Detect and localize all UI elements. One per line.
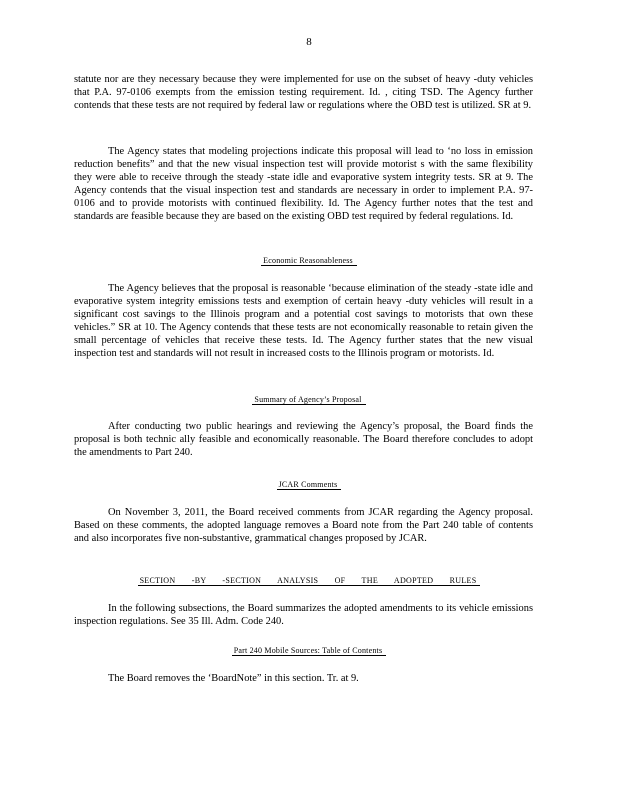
heading-part-240 [0,646,618,656]
heading-economic-reasonableness-text: Economic Reasonableness [261,256,357,266]
paragraph-modeling-projections: The Agency states that modeling projections indicate this proposal will lead to ‘no loss in emission reduction benefits” and that the new visual inspection test will provide motorist s with the same flexibility they were able to receive through the steady -state idle and evaporative system integrity tests. SR at 9. The Agency contends that the visual inspection test and standards are necessary in order to implement P.A. 97-0106 and to provide motorists with continued flexibility. Id. The Agency further notes that the test and standards are feasible because they are based on the existing OBD test required by federal regulations. Id. [74,146,533,223]
heading-jcar-comments [0,480,618,490]
paragraph-agency-believes: The Agency believes that the proposal is reasonable ‘because elimination of the steady -state idle and evaporative system integrity emissions tests and exemption of certain heavy -duty vehicles will result in a significant cost savings to the Illinois program and a potential cost savings to motorists that own these vehicles.” SR at 10. The Agency contends that these tests are not economically reasonable to retain given the small percentage of vehicles that receive these tests. Id. The Agency further states that the new visual inspection test and standards will not result in increased costs to the Illinois program or motorists. Id. [74,283,533,360]
heading-jcar-comments-text: JCAR Comments [277,480,342,490]
paragraph-tests-not-necessary: statute nor are they necessary because they were implemented for use on the subset of heavy -duty vehicles that P.A. 97-0106 exempts from the emission testing requirement. Id. , citing TSD. The Agency further contends that these tests are not required by federal law or regulations where the OBD test is utilized. SR at 9. [74,74,533,112]
heading-section-analysis-text: SECTION -BY -SECTION ANALYSIS OF THE ADOPTED RULES [138,576,481,586]
heading-summary-proposal-text: Summary of Agency’s Proposal [252,395,365,405]
heading-part-240-text: Part 240 Mobile Sources: Table of Contents [232,646,387,656]
paragraph-jcar-comments: On November 3, 2011, the Board received comments from JCAR regarding the Agency proposal. Based on these comments, the adopted language removes a Board note from the Part 240 table of contents and also incorporates five non-substantive, grammatical changes proposed by JCAR. [74,507,533,545]
heading-summary-proposal [0,395,618,405]
page-number: 8 [306,36,312,48]
paragraph-board-note: The Board removes the ‘BoardNote” in this section. Tr. at 9. [108,673,359,684]
heading-economic-reasonableness [0,256,618,266]
paragraph-subsections: In the following subsections, the Board summarizes the adopted amendments to its vehicle emissions inspection regulations. See 35 Ill. Adm. Code 240. [74,603,533,628]
heading-section-analysis [0,576,618,586]
paragraph-board-conclusion: After conducting two public hearings and reviewing the Agency’s proposal, the Board finds the proposal is both technic ally feasible and economically reasonable. The Board therefore concludes to adopt the amendments to Part 240. [74,421,533,459]
